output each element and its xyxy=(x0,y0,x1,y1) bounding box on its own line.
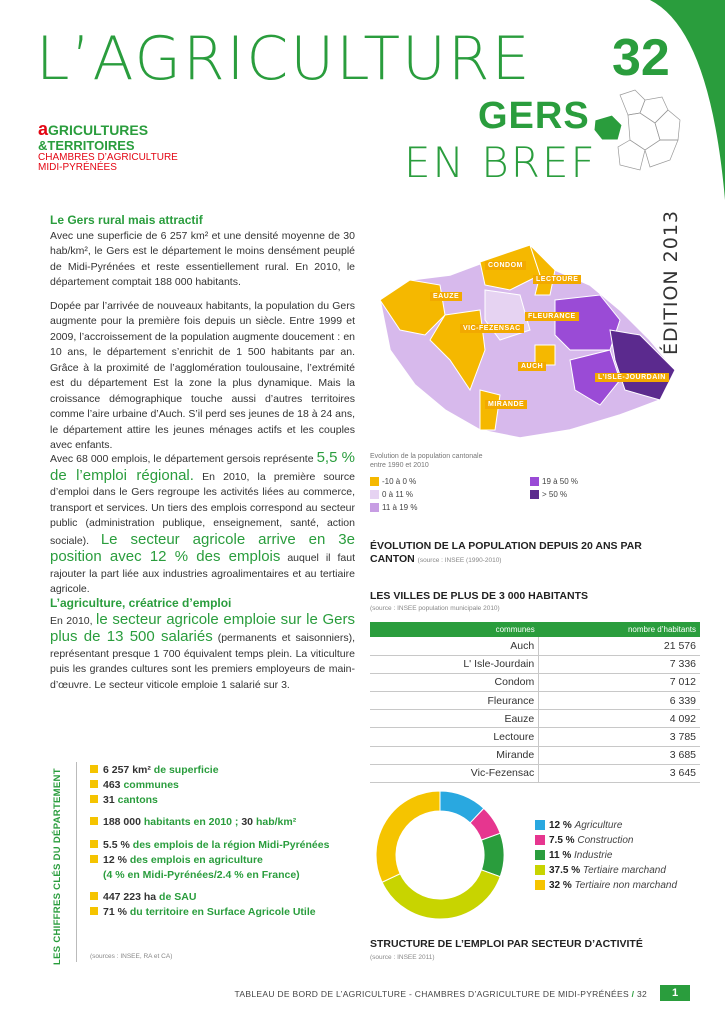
legend-swatch xyxy=(535,865,545,875)
section-emploi xyxy=(50,450,355,606)
canton-map xyxy=(370,240,680,440)
villes-table xyxy=(370,622,700,783)
logo-line-3: CHAMBRES D’AGRICULTURE xyxy=(38,151,178,163)
table-row xyxy=(370,673,700,691)
table-row xyxy=(370,728,700,746)
organization-logo xyxy=(38,120,178,174)
key-figure: 6 257 km² de superficie xyxy=(90,763,219,779)
legend-swatch xyxy=(535,850,545,860)
donut-legend-item xyxy=(535,863,677,878)
commune-cell: Fleurance xyxy=(370,692,539,710)
legend-label: Construction xyxy=(577,835,634,846)
habitants-cell: 7 012 xyxy=(539,673,700,691)
logo-line-2: &TERRITOIRES xyxy=(38,137,135,153)
table-row xyxy=(370,746,700,764)
habitants-cell: 3 645 xyxy=(539,764,700,782)
legend-value: 7.5 % xyxy=(549,835,575,846)
legend-item: 19 à 50 % xyxy=(530,477,578,486)
map-label: MIRANDE xyxy=(485,400,527,409)
map-label: LECTOURE xyxy=(533,275,581,284)
donut-legend-item xyxy=(535,848,677,863)
paragraph: En 2010, le secteur agricole emploie sur le Gers plus de 13 500 salariés (permanents et saisonniers), représentant presque 1 700 équivalent temps plein. La viticulture puis les grandes cultures sont les premiers employeurs de main-d’œuvre. Le secteur viticole emploie 1 salarié sur 3. xyxy=(50,610,355,691)
key-figure: 5.5 % des emplois de la région Midi-Pyrénées xyxy=(90,838,329,854)
habitants-cell: 3 785 xyxy=(539,728,700,746)
habitants-cell: 21 576 xyxy=(539,637,700,655)
map-label: AUCH xyxy=(518,362,546,371)
logo-line-1: aGRICULTURES xyxy=(38,119,149,139)
key-figure: 188 000 habitants en 2010 ; 30 hab/km² xyxy=(90,815,296,831)
table-header-row xyxy=(370,622,700,637)
commune-cell: Vic-Fezensac xyxy=(370,764,539,782)
department-name: GERS xyxy=(478,95,590,137)
logo-line-4: MIDI-PYRÉNÉES xyxy=(38,162,117,174)
chart-source: (source : INSEE 2011) xyxy=(370,954,435,961)
map-label: FLEURANCE xyxy=(525,312,579,321)
legend-item: -10 à 0 % xyxy=(370,477,416,486)
chart-title: STRUCTURE DE L’EMPLOI PAR SECTEUR D’ACTIVITÉ xyxy=(370,938,643,950)
legend-value: 37.5 % xyxy=(549,865,581,876)
commune-cell: Condom xyxy=(370,673,539,691)
legend-swatch xyxy=(535,880,545,890)
key-figure: 31 cantons xyxy=(90,793,158,809)
table-row xyxy=(370,710,700,728)
column-header: communes xyxy=(370,622,539,637)
habitants-cell: 3 685 xyxy=(539,746,700,764)
legend-item: 11 à 19 % xyxy=(370,503,417,512)
donut-legend-item xyxy=(535,818,677,833)
map-caption: ÉVOLUTION DE LA POPULATION DEPUIS 20 ANS PAR CANTON (source : INSEE (1990-2010) xyxy=(370,540,642,565)
paragraph: Avec 68 000 emplois, le département gersois représente 5,5 % de l’emploi régional. En 2010, la première source d’emploi dans le Gers regroupe les activités liées au commerce, transport et services. Un tiers des emplois correspond au secteur public (administration publique, enseignement, santé, action sociale). Le secteur agricole arrive en 3e position avec 12 % des emplois auquel il faut rajouter la part liée aux industries agroalimentaires et au tertiaire agricole. xyxy=(50,449,355,595)
map-legend xyxy=(370,452,690,512)
divider xyxy=(76,762,77,962)
commune-cell: Mirande xyxy=(370,746,539,764)
donut-slice-tertiaire-non-marchand xyxy=(376,791,440,882)
donut-legend xyxy=(535,818,677,893)
map-label: L’ISLE-JOURDAIN xyxy=(595,373,669,382)
commune-cell: L' Isle-Jourdain xyxy=(370,655,539,673)
column-header: nombre d’habitants xyxy=(539,622,700,637)
section-title: Le Gers rural mais attractif xyxy=(50,213,203,227)
key-figure: 71 % du territoire en Surface Agricole Utile xyxy=(90,905,316,921)
key-figure: 12 % des emplois en agriculture xyxy=(90,853,263,869)
habitants-cell: 4 092 xyxy=(539,710,700,728)
page-number: 1 xyxy=(660,985,690,1001)
table-row xyxy=(370,655,700,673)
table-row xyxy=(370,637,700,655)
key-figure: 447 223 ha de SAU xyxy=(90,890,196,906)
legend-item: 0 à 11 % xyxy=(370,490,413,499)
section-rural xyxy=(50,213,355,462)
legend-label: Tertiaire non marchand xyxy=(574,880,678,891)
page-subtitle: EN BREF xyxy=(404,138,597,187)
region-map-icon xyxy=(590,85,685,175)
habitants-cell: 7 336 xyxy=(539,655,700,673)
table-row xyxy=(370,692,700,710)
employment-donut-chart xyxy=(370,785,510,925)
donut-legend-item xyxy=(535,833,677,848)
legend-swatch xyxy=(535,820,545,830)
section-title: L’agriculture, créatrice d’emploi xyxy=(50,596,232,610)
chiffres-side-title: LES CHIFFRES CLÉS DU DÉPARTEMENT xyxy=(52,768,63,965)
map-label: CONDOM xyxy=(485,261,526,270)
section-agriculture xyxy=(50,596,355,701)
table-row xyxy=(370,764,700,782)
legend-swatch xyxy=(535,835,545,845)
page-title: L’AGRICULTURE xyxy=(36,24,532,94)
footer-text: TABLEAU DE BORD DE L’AGRICULTURE - CHAMBRES D’AGRICULTURE DE MIDI-PYRÉNÉES / 32 xyxy=(234,989,647,999)
donut-slice-industrie xyxy=(481,833,504,876)
map-label: VIC-FEZENSAC xyxy=(460,324,524,333)
key-figure-note: (4 % en Midi-Pyrénées/2.4 % en France) xyxy=(103,869,300,881)
commune-cell: Eauze xyxy=(370,710,539,728)
villes-title: LES VILLES DE PLUS DE 3 000 HABITANTS xyxy=(370,590,589,602)
legend-value: 12 % xyxy=(549,820,572,831)
chiffres-source: (sources : INSEE, RA et CA) xyxy=(90,953,173,960)
department-number: 32 xyxy=(612,29,670,87)
commune-cell: Lectoure xyxy=(370,728,539,746)
villes-source: (source : INSEE population municipale 2010) xyxy=(370,605,500,612)
canton-map-graphic xyxy=(370,240,680,440)
edition-label: ÉDITION 2013 xyxy=(660,209,682,355)
map-label: EAUZE xyxy=(430,292,462,301)
legend-item: > 50 % xyxy=(530,490,567,499)
habitants-cell: 6 339 xyxy=(539,692,700,710)
commune-cell: Auch xyxy=(370,637,539,655)
legend-label: Tertiaire marchand xyxy=(582,865,666,876)
key-figure: 463 communes xyxy=(90,778,179,794)
paragraph: Dopée par l’arrivée de nouveaux habitants, la population du Gers augmente pour la première fois depuis un siècle. Entre 1999 et 2009, l’accroissement de la population augmente doucement : en 10 ans, le département s’enrichit de 1 500 habitants par an. Grâce à la proximité de l’agglomération toulousaine, l’extrémité est du département Est la zone la plus dynamique. Mais la croissance démographique touche aussi d’autres territoires comme l’aire urbaine d’Auch. S’il perd ses jeunes de 18 à 24 ans, le département attire les jeunes ménages actifs et les couples avec enfants. xyxy=(50,299,355,451)
donut-legend-item xyxy=(535,878,677,893)
legend-label: Industrie xyxy=(574,850,613,861)
legend-value: 32 % xyxy=(549,880,572,891)
donut-slice-tertiaire-marchand xyxy=(382,870,500,919)
legend-title: Evolution de la population cantonale entre 1990 et 2010 xyxy=(370,453,483,469)
legend-label: Agriculture xyxy=(574,820,623,831)
legend-value: 11 % xyxy=(549,850,572,861)
paragraph: Avec une superficie de 6 257 km² et une densité moyenne de 30 hab/km², le Gers est le département le moins densément peuplé de Midi-Pyrénées et reste essentiellement rural. En 2010, le département comptait 188 000 habitants. xyxy=(50,229,355,288)
